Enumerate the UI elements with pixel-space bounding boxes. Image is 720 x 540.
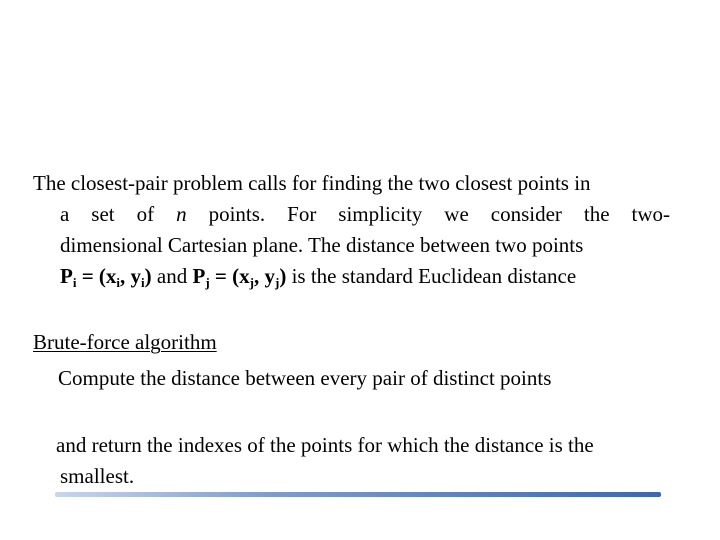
euclidean-tail: is the standard Euclidean distance xyxy=(286,264,577,288)
yj-subscript: j xyxy=(274,275,280,290)
step-2-line-2: smallest. xyxy=(60,464,135,488)
pj-close: ) xyxy=(279,264,287,288)
step-2-line-1: and return the indexes of the points for which the distance is the xyxy=(56,433,594,457)
brute-force-heading: Brute-force algorithm xyxy=(33,330,217,354)
intro-line-1: The closest-pair problem calls for finding the two closest points in xyxy=(33,171,591,195)
intro-n-variable: n xyxy=(176,202,187,226)
intro-line-3: dimensional Cartesian plane. The distance between two points xyxy=(60,233,584,257)
pj-label: P xyxy=(192,264,206,288)
and-word: and xyxy=(151,264,193,288)
bottom-divider-bar xyxy=(55,492,661,497)
problem-description xyxy=(33,168,675,292)
pi-comma: , y xyxy=(120,264,142,288)
point-pj-formula xyxy=(193,264,287,288)
pi-close: ) xyxy=(144,264,152,288)
xi-subscript: i xyxy=(116,275,121,290)
intro-line-2 xyxy=(33,199,670,230)
algorithm-step-2 xyxy=(56,430,686,492)
intro-line-2-b: points. For simplicity we consider the two- xyxy=(208,202,670,226)
algorithm-step-1: Compute the distance between every pair of distinct points xyxy=(58,366,552,390)
pi-label: P xyxy=(60,264,73,288)
intro-line-4 xyxy=(33,261,675,292)
pj-comma: , y xyxy=(253,264,275,288)
pj-eq: = (x xyxy=(209,264,250,288)
pi-subscript: i xyxy=(72,275,77,290)
pi-eq: = (x xyxy=(76,264,117,288)
point-pi-formula xyxy=(60,264,152,288)
pj-subscript: j xyxy=(205,275,210,290)
xj-subscript: j xyxy=(249,275,254,290)
intro-line-2-a: a set of xyxy=(60,202,155,226)
yi-subscript: i xyxy=(141,275,145,290)
